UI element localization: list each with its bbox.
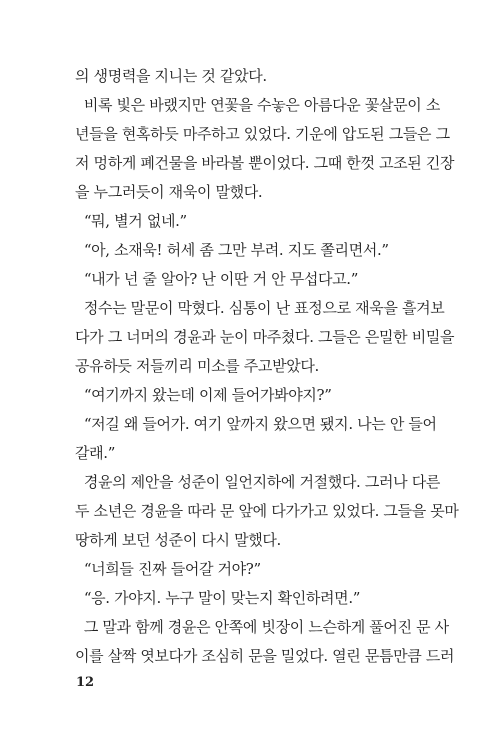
body-text (75, 62, 459, 671)
text-line: 공유하듯 저들끼리 미소를 주고받았다. (75, 357, 319, 375)
text-line: “저길 왜 들어가. 여기 앞까지 왔으면 됐지. 나는 안 들어 (75, 415, 437, 433)
text-line: 땅하게 보던 성준이 다시 말했다. (75, 531, 281, 549)
text-line: “내가 넌 줄 알아? 난 이딴 거 안 무섭다고.” (75, 270, 359, 288)
text-line: 정수는 말문이 막혔다. 심통이 난 표정으로 재욱을 흘겨보 (75, 299, 445, 317)
text-line: 을 누그러듯이 재욱이 말했다. (75, 183, 263, 201)
text-line: 의 생명력을 지니는 것 같았다. (75, 67, 267, 85)
text-line: “여기까지 왔는데 이제 들어가봐야지?” (75, 386, 332, 404)
text-line: “너희들 진짜 들어갈 거야?” (75, 560, 261, 578)
text-line: 그 말과 함께 경윤은 안쪽에 빗장이 느슨하게 풀어진 문 사 (75, 618, 449, 636)
page-number: 12 (76, 675, 95, 690)
text-line: 다가 그 너머의 경윤과 눈이 마주쳤다. 그들은 은밀한 비밀을 (75, 328, 455, 346)
text-line: 두 소년은 경윤을 따라 문 앞에 다가가고 있었다. 그들을 못마 (75, 502, 459, 520)
text-line: 년들을 현혹하듯 마주하고 있었다. 기운에 압도된 그들은 그 (75, 125, 450, 143)
text-line: “아, 소재욱! 허세 좀 그만 부려. 지도 쫄리면서.” (75, 241, 389, 259)
text-line: 갈래.” (75, 444, 116, 462)
text-line: 경윤의 제안을 성준이 일언지하에 거절했다. 그러나 다른 (75, 473, 440, 491)
text-line: 저 멍하게 폐건물을 바라볼 뿐이었다. 그때 한껏 고조된 긴장 (75, 154, 455, 172)
text-line: “뭐, 별거 없네.” (75, 212, 187, 230)
text-line: 비록 빛은 바랬지만 연꽃을 수놓은 아름다운 꽃살문이 소 (75, 96, 440, 114)
text-line: “응. 가야지. 누구 말이 맞는지 확인하려면.” (75, 589, 361, 607)
text-line: 이를 살짝 엿보다가 조심히 문을 밀었다. 열린 문틈만큼 드러 (75, 647, 455, 665)
